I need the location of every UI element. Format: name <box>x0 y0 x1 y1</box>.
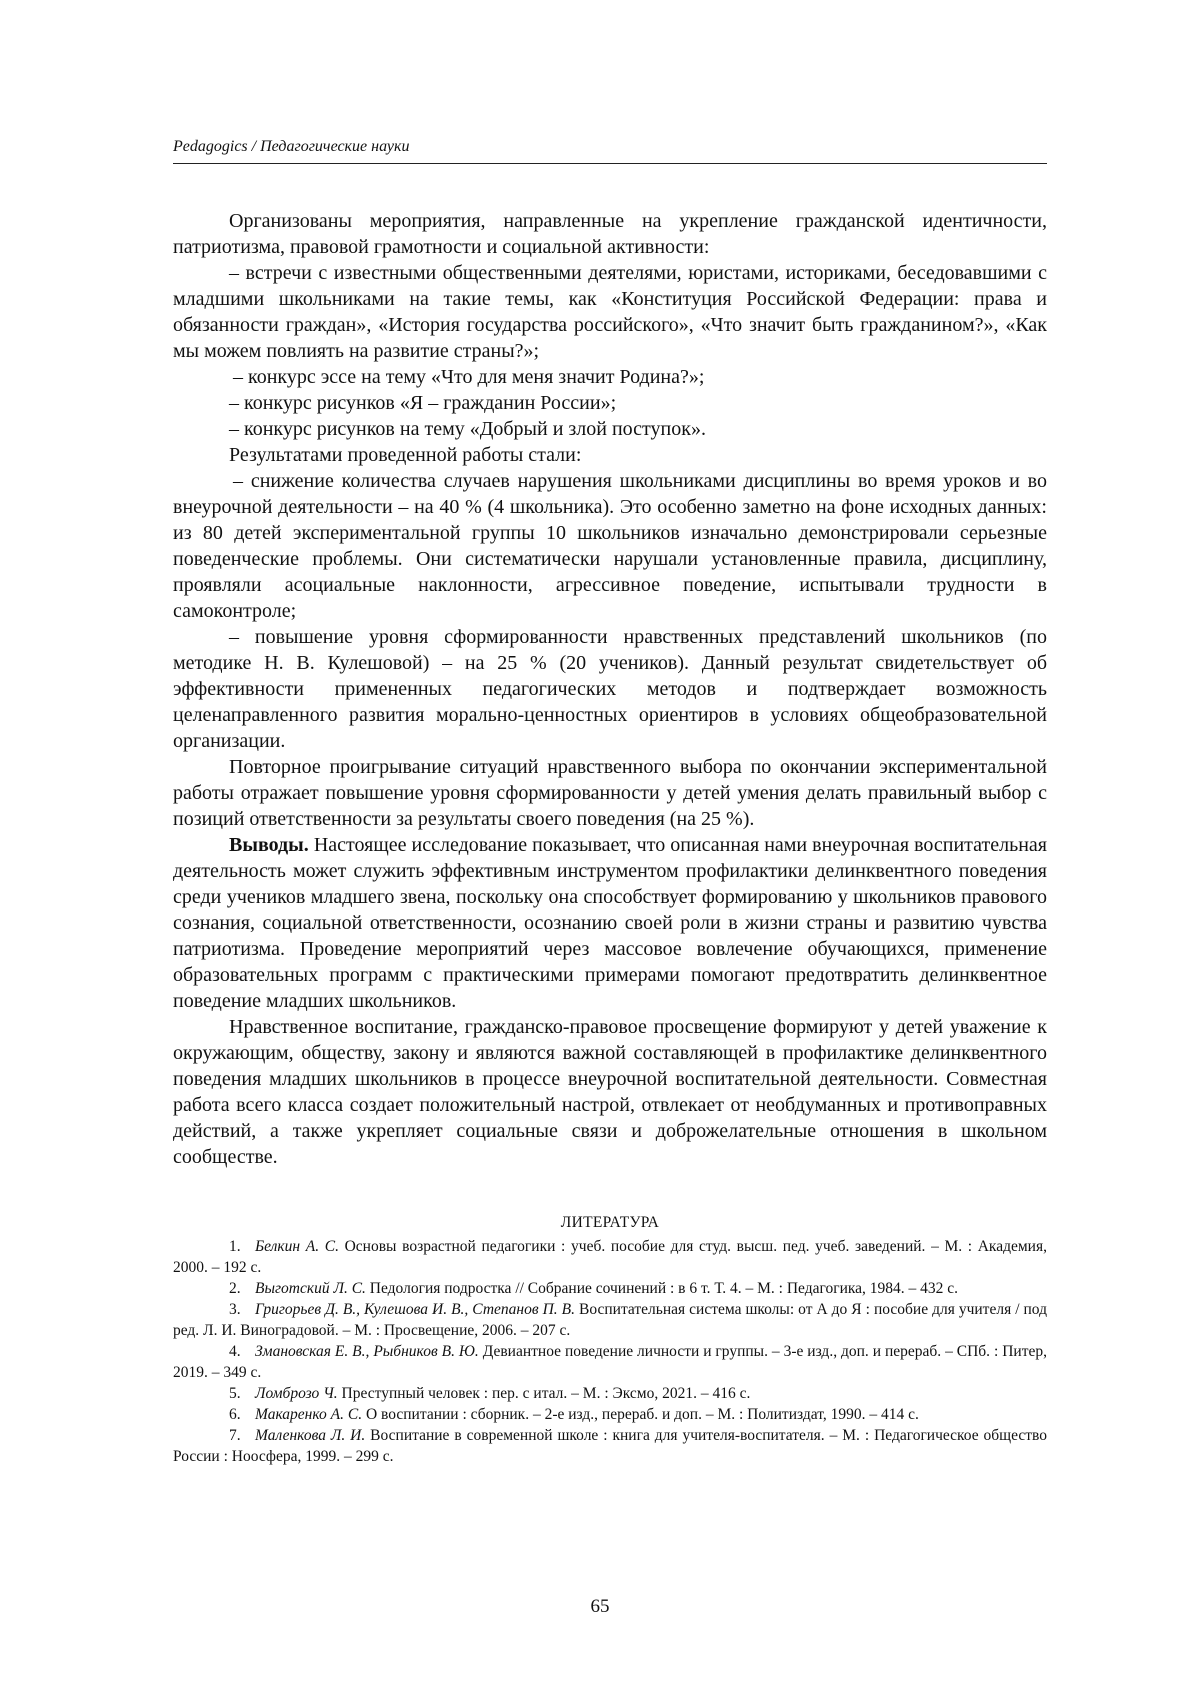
conclusion-paragraph <box>173 832 1047 1014</box>
reference-number: 1. <box>229 1238 241 1255</box>
paragraph: Организованы мероприятия, направленные на укрепление гражданской идентичности, патриотизма, правовой грамотности и социальной активности: <box>173 210 1047 258</box>
reference-number: 3. <box>229 1301 241 1318</box>
reference-author: Выготский Л. С. <box>255 1280 366 1297</box>
reference-author: Белкин А. С. <box>255 1238 339 1255</box>
reference-author: Змановская Е. В., Рыбников В. Ю. <box>255 1343 479 1360</box>
list-item: – конкурс эссе на тему «Что для меня значит Родина?»; <box>233 366 705 388</box>
reference-author: Ломброзо Ч. <box>255 1385 338 1402</box>
reference-number: 4. <box>229 1343 241 1360</box>
reference-text: Воспитание в современной школе : книга для учителя-воспитателя. – М. : Педагогическое общество России : Ноосфера, 1999. – 299 с. <box>173 1427 1047 1465</box>
list-item: – конкурс рисунков «Я – гражданин России»; <box>229 392 617 414</box>
paragraph: Повторное проигрывание ситуаций нравственного выбора по окончании экспериментальной работы отражает повышение уровня сформированности у детей умения делать правильный выбор с позиций ответственности за результаты своего поведения (на 25 %). <box>173 756 1047 830</box>
reference-text: Девиантное поведение личности и группы. – 3-е изд., доп. и перераб. – СПб. : Питер, 2019. – 349 с. <box>173 1343 1047 1381</box>
reference-number: 6. <box>229 1406 241 1423</box>
reference-author: Григорьев Д. В., Кулешова И. В., Степанов П. В. <box>255 1301 576 1318</box>
reference-item <box>173 1278 1047 1299</box>
reference-text: Основы возрастной педагогики : учеб. пособие для студ. высш. пед. учеб. заведений. – М. : Академия, 2000. – 192 с. <box>173 1238 1047 1276</box>
reference-text: Педология подростка // Собрание сочинений : в 6 т. Т. 4. – М. : Педагогика, 1984. – 432 с. <box>365 1280 959 1297</box>
page-number: 65 <box>590 1596 610 1617</box>
list-item: – повышение уровня сформированности нравственных представлений школьников (по методике Н. В. Кулешовой) – на 25 % (20 учеников). Данный результат свидетельствует об эффективности примененных педагогических методов и подтверждает возможность целенаправленного развития морально-ценностных ориентиров в условиях общеобразовательной организации. <box>173 626 1047 752</box>
paragraph: Результатами проведенной работы стали: <box>229 444 582 466</box>
reference-text: О воспитании : сборник. – 2-е изд., перераб. и доп. – М. : Политиздат, 1990. – 414 с. <box>362 1406 919 1423</box>
reference-number: 7. <box>229 1427 241 1444</box>
paragraph: Нравственное воспитание, гражданско-правовое просвещение формируют у детей уважение к окружающим, обществу, закону и являются важной составляющей в профилактике делинквентного поведения младших школьников в процессе внеурочной воспитательной деятельности. Совместная работа всего класса создает положительный настрой, отвлекает от необдуманных и противоправных действий, а также укрепляет социальные связи и доброжелательные отношения в школьном сообществе. <box>173 1016 1047 1168</box>
reference-number: 2. <box>229 1280 241 1297</box>
reference-item <box>173 1425 1047 1467</box>
conclusion-text: Настоящее исследование показывает, что описанная нами внеурочная воспитательная деятельность может служить эффективным инструментом профилактики делинквентного поведения среди учеников младшего звена, поскольку она способствует формированию у школьников правового сознания, социальной ответственности, осознанию своей роли в жизни страны и развитию чувства патриотизма. Проведение мероприятий через массовое вовлечение обучающихся, применение образовательных программ с практическими примерами помогают предотвратить делинквентное поведение младших школьников. <box>173 834 1047 1012</box>
list-item: – снижение количества случаев нарушения школьниками дисциплины во время уроков и во внеурочной деятельности – на 40 % (4 школьника). Это особенно заметно на фоне исходных данных: из 80 детей экспериментальной группы 10 школьников изначально демонстрировали серьезные поведенческие проблемы. Они систематически нарушали установленные правила, дисциплину, проявляли асоциальные наклонности, агрессивное поведение, испытывали трудности в самоконтроле; <box>173 470 1047 622</box>
reference-item <box>173 1299 1047 1341</box>
reference-item <box>173 1383 1047 1404</box>
conclusion-label: Выводы. <box>229 834 309 856</box>
list-item: – встречи с известными общественными деятелями, юристами, историками, беседовавшими с младшими школьниками на такие темы, как «Конституция Российской Федерации: права и обязанности граждан», «История государства российского», «Что значит быть гражданином?», «Как мы можем повлиять на развитие страны?»; <box>173 262 1047 362</box>
references-section <box>173 1212 1047 1467</box>
reference-item <box>173 1404 1047 1425</box>
reference-author: Маленкова Л. И. <box>255 1427 366 1444</box>
article-body <box>173 208 1047 1170</box>
running-header: Pedagogics / Педагогические науки <box>173 137 1047 164</box>
list-item: – конкурс рисунков на тему «Добрый и злой поступок». <box>229 418 706 440</box>
reference-item <box>173 1341 1047 1383</box>
reference-text: Воспитательная система школы: от А до Я : пособие для учителя / под ред. Л. И. Виноградовой. – М. : Просвещение, 2006. – 207 с. <box>173 1301 1047 1339</box>
reference-author: Макаренко А. С. <box>255 1406 363 1423</box>
reference-item <box>173 1236 1047 1278</box>
reference-text: Преступный человек : пер. с итал. – М. : Эксмо, 2021. – 416 с. <box>337 1385 751 1402</box>
reference-number: 5. <box>229 1385 241 1402</box>
references-title: ЛИТЕРАТУРА <box>560 1214 660 1231</box>
